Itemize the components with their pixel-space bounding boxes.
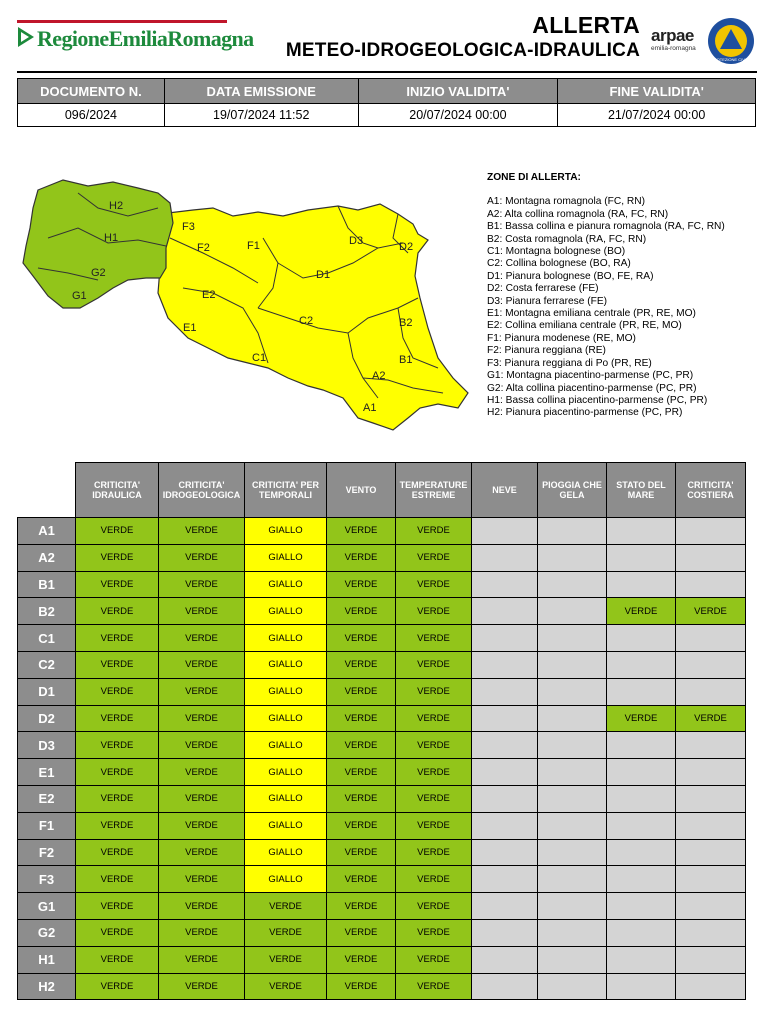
map-label-d1: D1 — [316, 269, 331, 281]
alert-level-cell — [538, 812, 607, 839]
alert-level-cell — [607, 544, 676, 571]
map-label-d3: D3 — [349, 235, 364, 247]
alert-level-cell — [538, 785, 607, 812]
legend-item: H1: Bassa collina piacentino-parmense (PC, PR) — [487, 394, 708, 406]
legend-item: B1: Bassa collina e pianura romagnola (RA, FC, RN) — [487, 221, 725, 233]
alert-level-cell: VERDE — [245, 919, 327, 946]
map-label-d2: D2 — [399, 241, 414, 253]
map-label-a2: A2 — [372, 370, 386, 382]
alert-level-cell — [472, 973, 538, 1000]
region-flag-icon — [17, 26, 35, 48]
legend-item: B2: Costa romagnola (RA, FC, RN) — [487, 233, 647, 245]
map-label-e1: E1 — [183, 322, 197, 334]
legend-title: ZONE DI ALLERTA: — [487, 172, 581, 183]
zone-label: G2 — [18, 919, 76, 946]
alert-level-cell: GIALLO — [245, 544, 327, 571]
alert-level-cell — [472, 732, 538, 759]
zone-label: E1 — [18, 759, 76, 786]
zone-label: B1 — [18, 571, 76, 598]
map-label-e2: E2 — [202, 289, 216, 301]
zone-label: F1 — [18, 812, 76, 839]
alert-level-cell — [607, 571, 676, 598]
legend-item: F1: Pianura modenese (RE, MO) — [487, 332, 636, 344]
alert-level-cell — [538, 678, 607, 705]
table-row — [18, 651, 746, 678]
table-row — [18, 732, 746, 759]
alert-level-cell: VERDE — [159, 759, 245, 786]
header-pioggia-che-gela: PIOGGIA CHE GELA — [538, 463, 607, 518]
alert-level-cell: GIALLO — [245, 705, 327, 732]
arpae-logo-text: arpae — [651, 26, 694, 45]
region-logo — [17, 20, 254, 54]
zone-label: E2 — [18, 785, 76, 812]
map-green-area — [23, 180, 173, 308]
table-row — [18, 625, 746, 652]
civil-protection-text: PROTEZIONE CIVILE — [711, 57, 751, 62]
alert-level-cell — [607, 866, 676, 893]
table-row — [18, 866, 746, 893]
alert-level-cell — [538, 598, 607, 625]
alert-level-cell: VERDE — [396, 678, 472, 705]
alert-level-cell — [676, 678, 746, 705]
alert-level-cell: VERDE — [327, 759, 396, 786]
alert-level-cell: VERDE — [159, 812, 245, 839]
alert-level-cell: VERDE — [607, 705, 676, 732]
alert-level-cell — [472, 518, 538, 545]
legend-item: H2: Pianura piacentino-parmense (PC, PR) — [487, 407, 683, 419]
alert-level-cell: VERDE — [76, 919, 159, 946]
alert-level-cell — [538, 732, 607, 759]
alert-level-cell: VERDE — [159, 651, 245, 678]
alert-level-cell: VERDE — [327, 625, 396, 652]
alert-level-cell: VERDE — [159, 973, 245, 1000]
alert-level-cell: VERDE — [327, 598, 396, 625]
alert-level-cell: VERDE — [396, 705, 472, 732]
alert-level-cell: VERDE — [676, 598, 746, 625]
legend-item: D3: Pianura ferrarese (FE) — [487, 295, 608, 307]
table-row — [18, 839, 746, 866]
map-label-h1: H1 — [104, 232, 119, 244]
alert-level-cell: VERDE — [159, 598, 245, 625]
table-row — [18, 705, 746, 732]
alert-level-cell — [676, 785, 746, 812]
map-label-a1: A1 — [363, 402, 377, 414]
zone-label: G1 — [18, 893, 76, 920]
alert-level-cell — [538, 625, 607, 652]
header-corner — [18, 463, 76, 518]
zone-label: A1 — [18, 518, 76, 545]
alert-level-cell — [676, 946, 746, 973]
alert-level-cell: VERDE — [245, 973, 327, 1000]
alert-level-cell: VERDE — [76, 518, 159, 545]
alert-level-cell — [472, 705, 538, 732]
legend-item: C2: Collina bolognese (BO, RA) — [487, 258, 631, 270]
zone-label: C2 — [18, 651, 76, 678]
alert-level-cell: VERDE — [76, 759, 159, 786]
alert-level-cell: GIALLO — [245, 759, 327, 786]
header-stato-del-mare: STATO DEL MARE — [607, 463, 676, 518]
alert-level-cell — [607, 651, 676, 678]
alert-level-cell — [472, 839, 538, 866]
alert-level-cell — [538, 893, 607, 920]
alert-level-cell — [607, 625, 676, 652]
alert-level-cell: VERDE — [327, 919, 396, 946]
header-vento: VENTO — [327, 463, 396, 518]
document-subtitle: METEO-IDROGEOLOGICA-IDRAULICA — [285, 40, 640, 61]
map-label-f2: F2 — [197, 242, 210, 254]
alert-level-cell: VERDE — [76, 893, 159, 920]
alert-level-cell — [607, 812, 676, 839]
value-inizio-validita: 20/07/2024 00:00 — [358, 104, 558, 127]
header-fine-validita: FINE VALIDITA' — [558, 79, 756, 104]
alert-level-cell: VERDE — [76, 973, 159, 1000]
table-row — [18, 678, 746, 705]
table-row — [18, 919, 746, 946]
alert-level-cell — [676, 571, 746, 598]
alert-level-cell — [607, 518, 676, 545]
alert-level-cell: GIALLO — [245, 732, 327, 759]
alert-level-cell — [676, 518, 746, 545]
legend-item: D2: Costa ferrarese (FE) — [487, 283, 599, 295]
legend-item: F2: Pianura reggiana (RE) — [487, 345, 606, 357]
alert-level-cell — [676, 732, 746, 759]
header-documento: DOCUMENTO N. — [18, 79, 165, 104]
legend-item: G2: Alta collina piacentino-parmense (PC, PR) — [487, 382, 697, 394]
region-logo-bar — [17, 20, 227, 23]
alert-level-cell: VERDE — [396, 812, 472, 839]
header-criticita-temporali: CRITICITA' PER TEMPORALI — [245, 463, 327, 518]
alert-level-cell: VERDE — [76, 812, 159, 839]
alert-level-cell — [676, 625, 746, 652]
alert-level-cell: VERDE — [327, 866, 396, 893]
alert-level-cell: VERDE — [396, 544, 472, 571]
alert-level-cell: VERDE — [396, 973, 472, 1000]
alert-level-cell — [607, 973, 676, 1000]
alert-level-cell: VERDE — [327, 893, 396, 920]
alert-level-cell — [538, 839, 607, 866]
zone-label: D3 — [18, 732, 76, 759]
alert-level-cell: VERDE — [159, 544, 245, 571]
alert-level-cell: VERDE — [327, 839, 396, 866]
alert-level-cell: VERDE — [327, 571, 396, 598]
header-neve: NEVE — [472, 463, 538, 518]
alert-level-cell: VERDE — [396, 651, 472, 678]
alert-level-cell — [472, 759, 538, 786]
alert-level-cell: GIALLO — [245, 785, 327, 812]
alert-level-cell: VERDE — [396, 893, 472, 920]
alert-level-cell: GIALLO — [245, 571, 327, 598]
alert-level-cell: VERDE — [76, 678, 159, 705]
alert-level-cell — [538, 919, 607, 946]
alert-level-cell — [538, 571, 607, 598]
legend-item: A1: Montagna romagnola (FC, RN) — [487, 196, 645, 208]
alert-level-cell: VERDE — [76, 544, 159, 571]
map-label-c1: C1 — [252, 352, 267, 364]
alert-level-cell — [676, 866, 746, 893]
criticality-header-row — [18, 463, 746, 518]
alert-level-cell — [538, 544, 607, 571]
map-label-c2: C2 — [299, 315, 314, 327]
alert-level-cell — [607, 946, 676, 973]
alert-level-cell: VERDE — [76, 946, 159, 973]
alert-level-cell — [472, 919, 538, 946]
map-label-f3: F3 — [182, 221, 195, 233]
alert-level-cell: VERDE — [396, 759, 472, 786]
alert-level-cell: VERDE — [396, 598, 472, 625]
map-label-b2: B2 — [399, 317, 413, 329]
alert-level-cell — [607, 759, 676, 786]
alert-level-cell: VERDE — [76, 732, 159, 759]
alert-level-cell — [472, 571, 538, 598]
alert-level-cell — [472, 678, 538, 705]
alert-level-cell — [472, 893, 538, 920]
zone-label: D2 — [18, 705, 76, 732]
alert-level-cell: GIALLO — [245, 812, 327, 839]
alert-level-cell: VERDE — [76, 571, 159, 598]
legend-item: G1: Montagna piacentino-parmense (PC, PR) — [487, 370, 694, 382]
alert-level-cell — [538, 705, 607, 732]
alert-level-cell: VERDE — [159, 785, 245, 812]
alert-level-cell — [472, 812, 538, 839]
alert-level-cell: VERDE — [245, 893, 327, 920]
alert-level-cell: VERDE — [159, 732, 245, 759]
alert-level-cell: VERDE — [159, 678, 245, 705]
alert-level-cell: VERDE — [159, 946, 245, 973]
alert-level-cell: VERDE — [327, 732, 396, 759]
header-inizio-validita: INIZIO VALIDITA' — [358, 79, 558, 104]
header-criticita-idraulica: CRITICITA' IDRAULICA — [76, 463, 159, 518]
alert-level-cell: GIALLO — [245, 678, 327, 705]
alert-level-cell: VERDE — [396, 571, 472, 598]
alert-level-cell: VERDE — [327, 544, 396, 571]
table-row — [18, 785, 746, 812]
alert-level-cell — [607, 893, 676, 920]
zone-label: F3 — [18, 866, 76, 893]
legend-item: F3: Pianura reggiana di Po (PR, RE) — [487, 357, 652, 369]
alert-level-cell: VERDE — [76, 598, 159, 625]
document-info-table — [17, 78, 756, 127]
alert-level-cell: GIALLO — [245, 866, 327, 893]
alert-level-cell: VERDE — [396, 946, 472, 973]
alert-level-cell — [607, 839, 676, 866]
map-label-g1: G1 — [72, 290, 87, 302]
table-row — [18, 812, 746, 839]
zone-label: B2 — [18, 598, 76, 625]
alert-level-cell: VERDE — [327, 678, 396, 705]
alert-level-cell — [472, 544, 538, 571]
alert-level-cell — [676, 919, 746, 946]
table-row — [18, 946, 746, 973]
alert-level-cell: VERDE — [76, 866, 159, 893]
alert-level-cell — [472, 598, 538, 625]
table-row — [18, 893, 746, 920]
alert-level-cell — [676, 651, 746, 678]
alert-level-cell: VERDE — [76, 651, 159, 678]
table-row — [18, 518, 746, 545]
alert-level-cell — [472, 785, 538, 812]
alert-level-cell: VERDE — [159, 919, 245, 946]
zone-label: F2 — [18, 839, 76, 866]
alert-level-cell: GIALLO — [245, 518, 327, 545]
alert-level-cell: GIALLO — [245, 625, 327, 652]
table-row — [18, 759, 746, 786]
map-label-g2: G2 — [91, 267, 106, 279]
alert-level-cell: VERDE — [159, 625, 245, 652]
alert-level-cell — [607, 785, 676, 812]
alert-level-cell: VERDE — [245, 946, 327, 973]
value-documento: 096/2024 — [18, 104, 165, 127]
alert-level-cell — [607, 919, 676, 946]
alert-level-cell — [676, 544, 746, 571]
zone-label: A2 — [18, 544, 76, 571]
alert-level-cell: VERDE — [327, 651, 396, 678]
zone-label: D1 — [18, 678, 76, 705]
alert-level-cell: VERDE — [159, 571, 245, 598]
alert-level-cell — [538, 759, 607, 786]
alert-level-cell: VERDE — [676, 705, 746, 732]
alert-level-cell — [538, 973, 607, 1000]
alert-level-cell: VERDE — [396, 732, 472, 759]
alert-level-cell — [676, 973, 746, 1000]
alert-level-cell — [538, 946, 607, 973]
table-row — [18, 598, 746, 625]
alert-level-cell: VERDE — [76, 785, 159, 812]
header-criticita-idrogeologica: CRITICITA' IDROGEOLOGICA — [159, 463, 245, 518]
header-divider — [17, 71, 757, 73]
alert-level-cell — [607, 678, 676, 705]
header-criticita-costiera: CRITICITA' COSTIERA — [676, 463, 746, 518]
alert-level-cell: VERDE — [396, 785, 472, 812]
alert-level-cell — [472, 651, 538, 678]
zone-label: H2 — [18, 973, 76, 1000]
map-label-h2: H2 — [109, 200, 124, 212]
alert-level-cell: GIALLO — [245, 651, 327, 678]
alert-level-cell — [607, 732, 676, 759]
alert-level-cell: VERDE — [159, 866, 245, 893]
table-row — [18, 544, 746, 571]
alert-level-cell: VERDE — [327, 518, 396, 545]
alert-level-cell — [538, 866, 607, 893]
alert-level-cell — [676, 812, 746, 839]
header-temperature-estreme: TEMPERATURE ESTREME — [396, 463, 472, 518]
alert-level-cell — [472, 866, 538, 893]
alert-level-cell — [538, 518, 607, 545]
header-data-emissione: DATA EMISSIONE — [164, 79, 358, 104]
alert-level-cell: VERDE — [159, 839, 245, 866]
document-title: ALLERTA — [532, 12, 640, 38]
arpae-logo — [651, 26, 703, 52]
legend-item: A2: Alta collina romagnola (RA, FC, RN) — [487, 208, 669, 220]
map-label-f1: F1 — [247, 240, 260, 252]
alert-level-cell — [538, 651, 607, 678]
value-fine-validita: 21/07/2024 00:00 — [558, 104, 756, 127]
alert-level-cell: GIALLO — [245, 598, 327, 625]
alert-level-cell: VERDE — [396, 866, 472, 893]
alert-level-cell — [676, 759, 746, 786]
alert-level-cell: VERDE — [327, 812, 396, 839]
alert-level-cell: VERDE — [159, 893, 245, 920]
alert-level-cell: VERDE — [159, 705, 245, 732]
alert-level-cell: VERDE — [607, 598, 676, 625]
alert-level-cell: VERDE — [396, 518, 472, 545]
table-row — [18, 973, 746, 1000]
alert-level-cell: VERDE — [159, 518, 245, 545]
document-info-header-row — [18, 79, 756, 104]
alert-level-cell — [472, 946, 538, 973]
legend-item: E1: Montagna emiliana centrale (PR, RE, MO) — [487, 308, 696, 320]
alert-level-cell: VERDE — [327, 973, 396, 1000]
alert-level-cell — [676, 893, 746, 920]
legend-item: C1: Montagna bolognese (BO) — [487, 246, 626, 258]
alert-level-cell: VERDE — [327, 705, 396, 732]
alert-level-cell: VERDE — [396, 919, 472, 946]
zone-label: C1 — [18, 625, 76, 652]
alert-level-cell: VERDE — [76, 839, 159, 866]
legend-item: D1: Pianura bolognese (BO, FE, RA) — [487, 270, 654, 282]
alert-level-cell: VERDE — [76, 705, 159, 732]
criticality-table-body — [18, 518, 746, 1000]
document-info-value-row — [18, 104, 756, 127]
alert-level-cell: GIALLO — [245, 839, 327, 866]
alert-level-cell: VERDE — [327, 946, 396, 973]
alert-level-cell — [676, 839, 746, 866]
map-label-b1: B1 — [399, 354, 413, 366]
alert-level-cell: VERDE — [396, 839, 472, 866]
table-row — [18, 571, 746, 598]
arpae-logo-subtext: emilia-romagna — [651, 45, 696, 52]
legend-item: E2: Collina emiliana centrale (PR, RE, MO) — [487, 320, 682, 332]
alert-level-cell — [472, 625, 538, 652]
alert-level-cell: VERDE — [396, 625, 472, 652]
alert-level-cell: VERDE — [76, 625, 159, 652]
alert-zones-map — [18, 168, 478, 436]
criticality-table — [17, 462, 746, 1000]
civil-protection-logo-icon — [707, 17, 755, 65]
value-data-emissione: 19/07/2024 11:52 — [164, 104, 358, 127]
alert-level-cell: VERDE — [327, 785, 396, 812]
zones-legend — [487, 172, 767, 420]
region-logo-text: RegioneEmiliaRomagna — [37, 26, 254, 51]
zone-label: H1 — [18, 946, 76, 973]
